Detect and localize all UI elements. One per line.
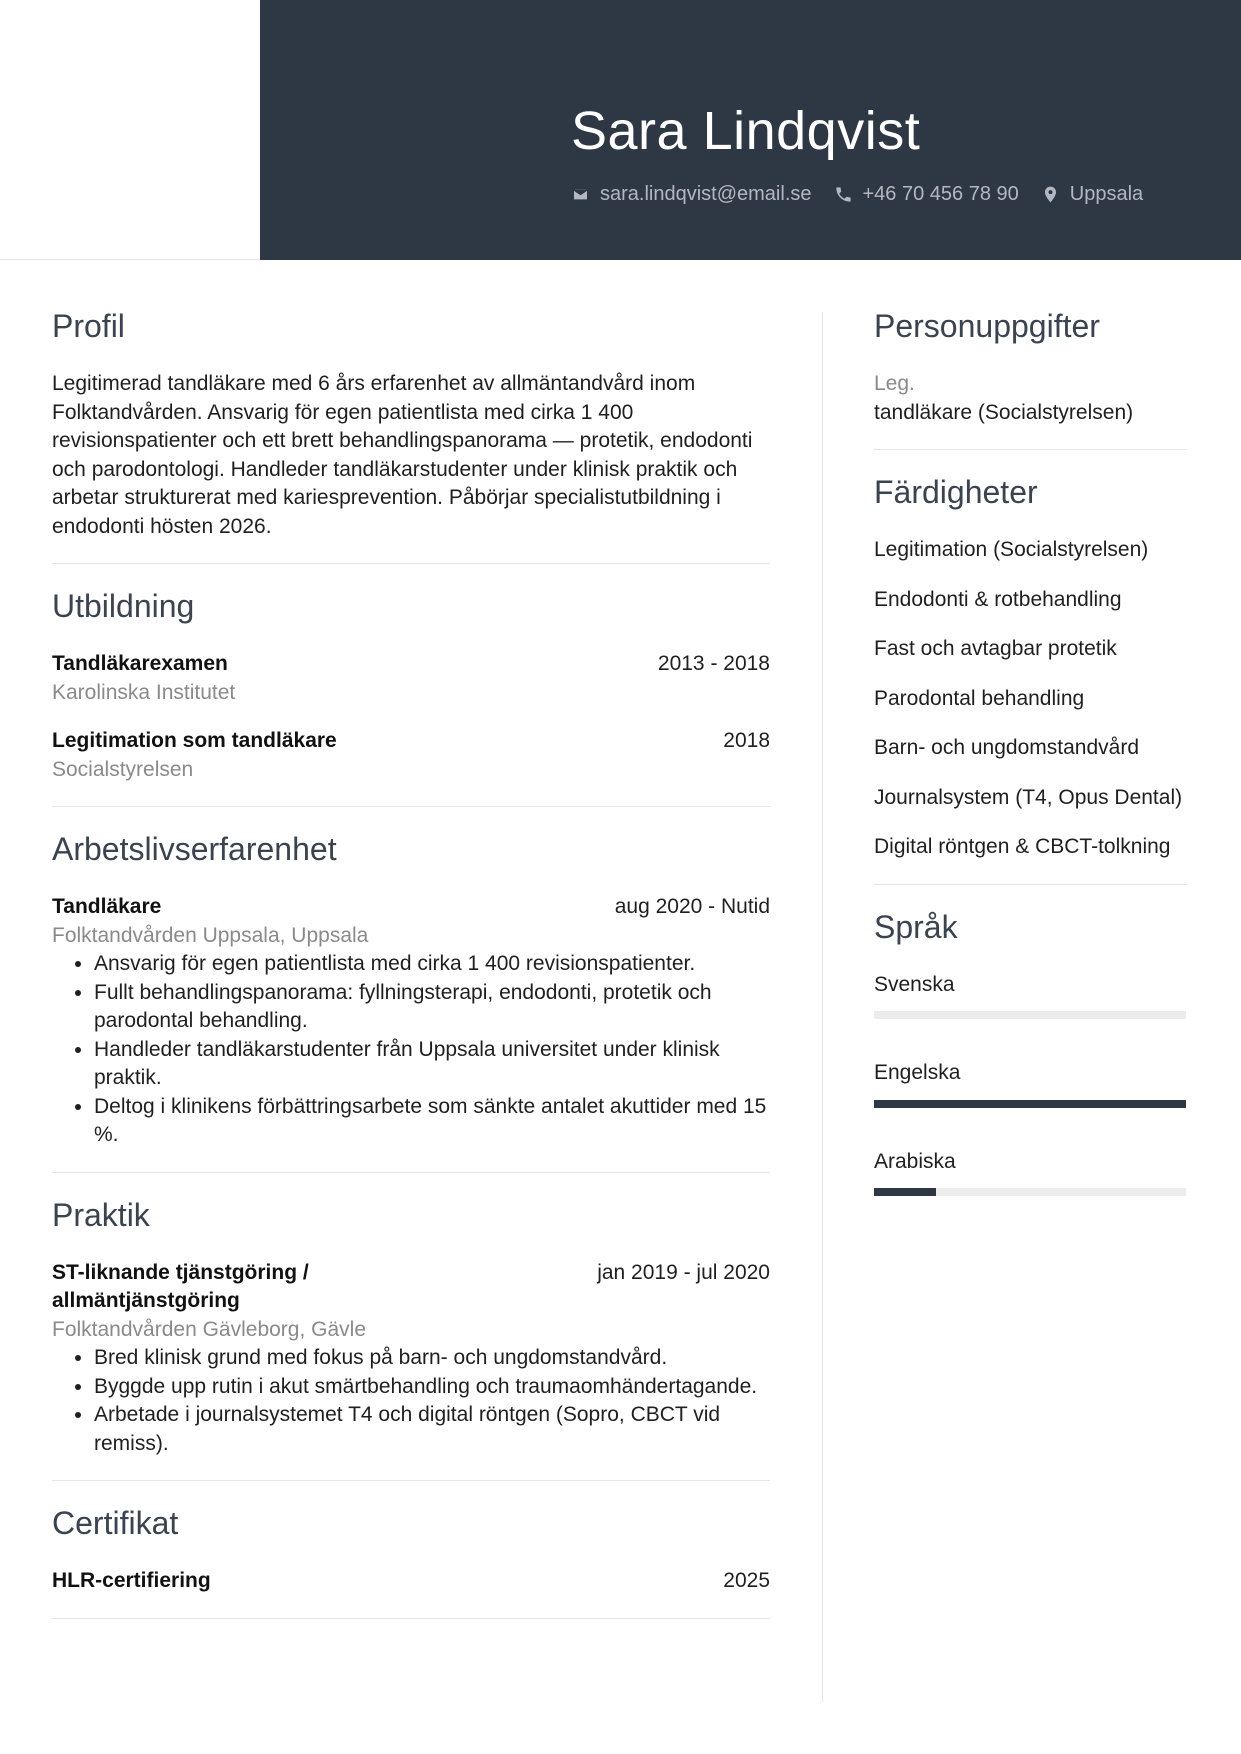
column-divider <box>822 312 823 1702</box>
personal-value: tandläkare (Socialstyrelsen) <box>874 400 1134 424</box>
entry-date: 2013 - 2018 <box>657 652 770 675</box>
language-name: Svenska <box>874 972 955 996</box>
section-title-education: Utbildning <box>52 588 195 624</box>
bullet-item: • Handleder tandläkarstudenter från Uppsala universitet under klinisk praktik. <box>94 1036 770 1093</box>
bullet-list <box>52 1344 770 1458</box>
bullet-item: • Byggde upp rutin i akut smärtbehandling och traumaomhändertagande. <box>94 1373 770 1402</box>
personal-label: Leg. <box>874 372 915 395</box>
entry-date: 2025 <box>723 1569 770 1592</box>
entry-employer: Folktandvården Uppsala, Uppsala <box>52 923 369 947</box>
education-entry <box>52 727 770 784</box>
section-title-languages: Språk <box>874 908 958 945</box>
skill-item: Digital röntgen & CBCT-tolkning <box>874 835 1171 858</box>
bullet-item: • Bred klinisk grund med fokus på barn- och ungdomstandvård. <box>94 1344 770 1373</box>
bullet-item: • Fullt behandlingspanorama: fyllningsterapi, endodonti, protetik och parodontal behandling. <box>94 979 770 1036</box>
language-name: Arabiska <box>874 1149 956 1173</box>
skill-item: Journalsystem (T4, Opus Dental) <box>874 785 1183 809</box>
phone-text: +46 70 456 78 90 <box>862 182 1019 205</box>
contact-location <box>1041 183 1143 206</box>
languages-section <box>874 907 1187 1219</box>
mail-icon <box>571 185 590 204</box>
section-title-certificates: Certifikat <box>52 1505 179 1541</box>
main-column <box>52 306 770 1641</box>
entry-employer: Folktandvården Gävleborg, Gävle <box>52 1317 367 1341</box>
header-bar <box>260 0 1241 260</box>
entry-title: Tandläkarexamen <box>52 652 228 675</box>
practice-entry <box>52 1259 770 1459</box>
language-item <box>874 1059 1187 1108</box>
skill-item: Parodontal behandling <box>874 686 1085 710</box>
phone-icon <box>834 185 853 204</box>
entry-date: 2018 <box>723 729 770 752</box>
language-level-bar <box>874 1188 1186 1196</box>
contact-phone[interactable] <box>834 183 1019 206</box>
location-text: Uppsala <box>1069 182 1144 205</box>
practice-section <box>52 1195 770 1482</box>
sidebar-column <box>874 306 1187 1240</box>
skill-item: Barn- och ungdomstandvård <box>874 736 1139 759</box>
skills-section <box>874 472 1187 885</box>
entry-title: ST-liknande tjänstgöring / allmäntjänstgöring <box>52 1260 309 1312</box>
section-title-practice: Praktik <box>52 1196 150 1233</box>
entry-institution: Socialstyrelsen <box>52 757 194 781</box>
skill-item: Endodonti & rotbehandling <box>874 587 1122 611</box>
certificates-section <box>52 1503 770 1619</box>
candidate-name: Sara Lindqvist <box>571 101 921 161</box>
language-level-fill <box>874 1100 1186 1108</box>
entry-date: aug 2020 - Nutid <box>614 895 770 918</box>
personal-section <box>874 306 1187 450</box>
contact-email[interactable] <box>571 183 812 206</box>
email-text: sara.lindqvist@email.se <box>600 182 812 205</box>
profile-section <box>52 306 770 564</box>
education-entry <box>52 650 770 707</box>
language-name: Engelska <box>874 1061 961 1084</box>
contact-row <box>571 180 1165 208</box>
experience-entry <box>52 893 770 1150</box>
education-section <box>52 586 770 807</box>
skill-item: Legitimation (Socialstyrelsen) <box>874 538 1149 561</box>
bullet-list <box>52 950 770 1150</box>
language-level-bar <box>874 1100 1186 1108</box>
section-title-personal: Personuppgifter <box>874 308 1100 344</box>
language-item <box>874 1148 1187 1197</box>
entry-institution: Karolinska Institutet <box>52 680 236 704</box>
section-title-experience: Arbetslivserfarenhet <box>52 831 337 867</box>
skill-item: Fast och avtagbar protetik <box>874 637 1117 660</box>
bullet-item: • Ansvarig för egen patientlista med cirka 1 400 revisionspatienter. <box>94 950 770 979</box>
profile-text: Legitimerad tandläkare med 6 års erfarenhet av allmäntandvård inom Folktandvården. Ansvarig för egen patientlista med cirka 1 400 revisionspatienter och ett brett behandlingspanorama — protetik, endodonti och parodontologi. Handleder tandläkarstudenter under klinisk praktik och arbetar strukturerat med kariesprevention. Påbörjar specialistutbildning i endodonti hösten 2026. <box>52 372 753 538</box>
entry-title: Tandläkare <box>52 895 162 918</box>
section-title-profile: Profil <box>52 308 125 344</box>
bullet-item: • Deltog i klinikens förbättringsarbete som sänkte antalet akuttider med 15 %. <box>94 1093 770 1150</box>
bullet-item: • Arbetade i journalsystemet T4 och digital röntgen (Sopro, CBCT vid remiss). <box>94 1401 770 1458</box>
header-divider <box>0 259 260 260</box>
language-level-bar <box>874 1011 1186 1019</box>
experience-section <box>52 829 770 1173</box>
section-title-skills: Färdigheter <box>874 474 1038 510</box>
entry-date: jan 2019 - jul 2020 <box>597 1260 770 1284</box>
location-pin-icon <box>1041 185 1060 204</box>
language-item <box>874 971 1187 1020</box>
entry-title: Legitimation som tandläkare <box>52 729 337 752</box>
entry-title: HLR-certifiering <box>52 1569 211 1592</box>
language-level-fill <box>874 1188 936 1196</box>
certificate-entry <box>52 1567 770 1596</box>
